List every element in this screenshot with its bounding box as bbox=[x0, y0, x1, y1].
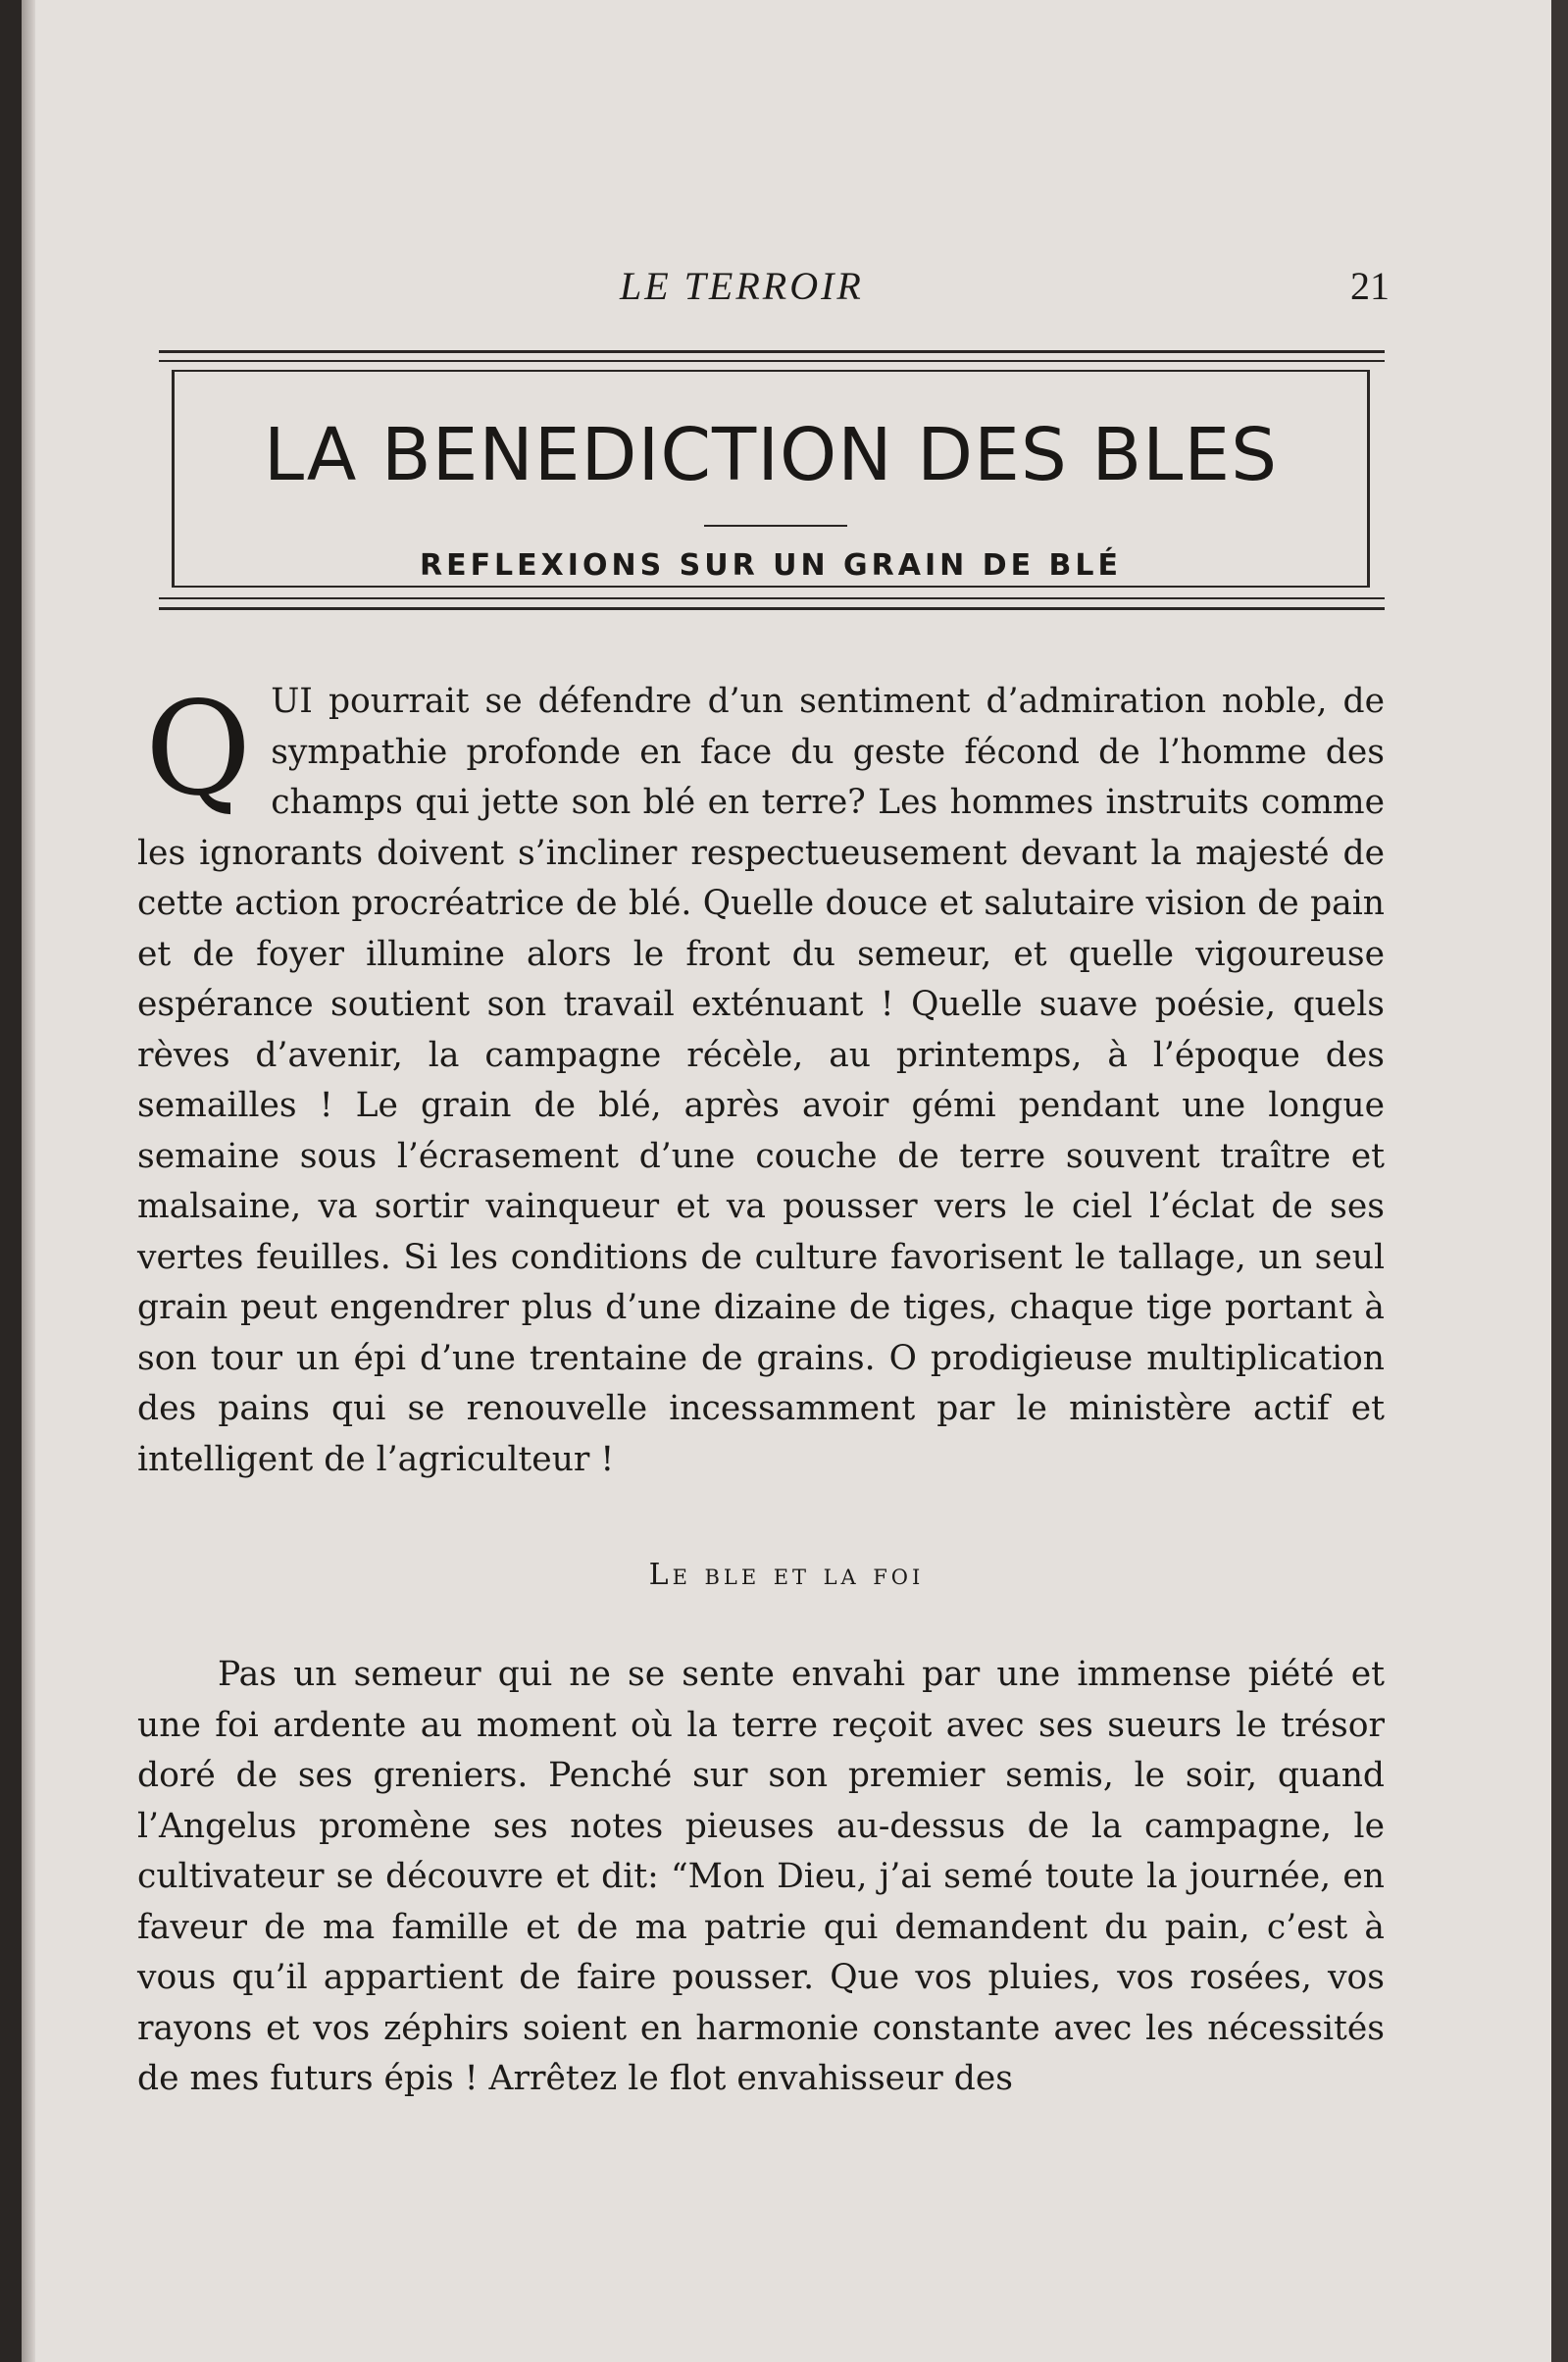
section-heading: Le ble et la foi bbox=[648, 1558, 925, 1592]
page-number: 21 bbox=[1350, 264, 1390, 308]
paragraph-intro bbox=[137, 674, 1385, 1485]
frame-rule-bottom bbox=[159, 607, 1385, 610]
running-title: LE TERROIR bbox=[620, 264, 864, 308]
title-divider bbox=[704, 525, 847, 527]
paragraph-second-text: Pas un semeur qui ne se sente envahi par une immense piété et une foi ardente au moment où la terre reçoit avec ses sueurs le trésor doré de ses greniers. Penché sur son premier semis, le soir, quand l’Angelus promène ses notes pieuses au-dessus de la campagne, le cultivateur se découvre et dit: “Mon Dieu, j’ai semé toute la journée, en faveur de ma famille et de ma patrie qui demandent du pain, c’est à vous qu’il appartient de faire pousser. Que vos pluies, vos rosées, vos rayons et vos zéphirs soient en harmonie constante avec les nécessités de mes futurs épis ! Arrêtez le flot envahisseur des bbox=[137, 1655, 1385, 2098]
drop-cap: Q bbox=[145, 674, 252, 825]
paragraph-second bbox=[137, 1650, 1385, 2105]
frame-rule-bottom-inner bbox=[159, 597, 1385, 599]
frame-rule-top bbox=[159, 350, 1385, 353]
article-title: LA BENEDICTION DES BLES bbox=[263, 413, 1279, 497]
title-frame bbox=[159, 350, 1385, 615]
article-subtitle: REFLEXIONS SUR UN GRAIN DE BLÉ bbox=[419, 548, 1123, 583]
title-box bbox=[172, 370, 1370, 588]
page-edge bbox=[1551, 0, 1568, 2362]
book-page bbox=[22, 0, 1551, 2362]
page-header bbox=[22, 263, 1551, 312]
frame-rule-top-inner bbox=[159, 360, 1385, 362]
page-binding-shadow bbox=[22, 0, 35, 2362]
paragraph-intro-text: UI pourrait se défendre d’un sentiment d’admiration noble, de sympathie profonde en face du geste fécond de l’homme des champs qui jette son blé en terre? Les hommes instruits comme les ignorants doivent s’incliner respectueusement devant la majesté de cette action procréatrice de blé. Quelle douce et salutaire vision de pain et de foyer illumine alors le front du semeur, et quelle vigoureuse espérance soutient son travail exténuant ! Quelle suave poésie, quels rèves d’avenir, la campagne récèle, au printemps, à l’époque des semailles ! Le grain de blé, après avoir gémi pendant une longue semaine sous l’écrasement d’une couche de terre souvent traître et malsaine, va sortir vainqueur et va pousser vers le ciel l’éclat de ses vertes feuilles. Si les conditions de culture favorisent le tallage, un seul grain peut engendrer plus d’une dizaine de tiges, chaque tige portant à son tour un épi d’une trentaine de grains. O prodigieuse multiplication des pains qui se renouvelle incessamment par le ministère actif et intelligent de l’agriculteur ! bbox=[137, 682, 1385, 1479]
